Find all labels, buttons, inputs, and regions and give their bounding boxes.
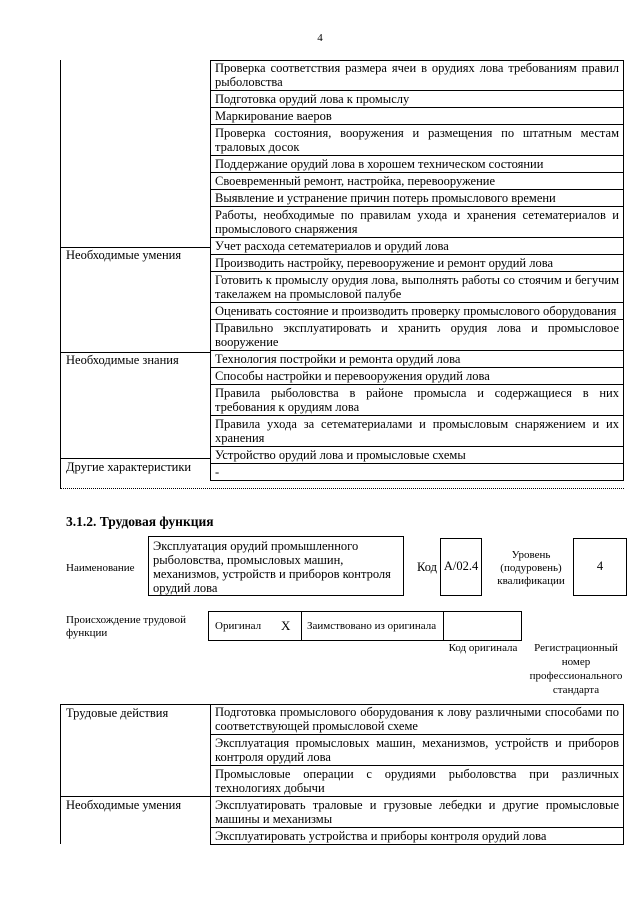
- table-row: Проверка соответствия размера ячеи в орудиях лова требованиям правил рыболовства: [210, 60, 624, 91]
- origin-box: [208, 611, 522, 641]
- knowledge-label: Необходимые знания: [66, 353, 179, 367]
- level-label: Уровень (подуровень) квалификации: [497, 549, 565, 587]
- knowledge-row: Устройство орудий лова и промысловые схемы: [210, 447, 624, 464]
- skills-row: Эксплуатировать устройства и приборы контроля орудий лова: [210, 828, 624, 845]
- level-value: 4: [596, 559, 604, 573]
- table-row: Поддержание орудий лова в хорошем техническом состоянии: [210, 156, 624, 173]
- skills-row: Производить настройку, перевооружение и ремонт орудий лова: [210, 255, 624, 272]
- table-row: Выявление и устранение причин потерь промыслового времени: [210, 190, 624, 207]
- divider: [60, 458, 210, 459]
- divider: [443, 612, 444, 640]
- skills-row: Готовить к промыслу орудия лова, выполнять работы со стоячим и бегучим такелажем на промысловой палубе: [210, 272, 624, 303]
- table-row: Своевременный ремонт, настройка, перевооружение: [210, 173, 624, 190]
- function-name: Эксплуатация орудий промышленного рыболовства, промысловых машин, механизмов, устройств и приборов контроля орудий лова: [153, 539, 391, 595]
- level-box: [573, 538, 627, 596]
- table-row: Работы, необходимые по правилам ухода и хранения сетематериалов и промыслового снаряжения: [210, 207, 624, 238]
- reg-caption: Регистрационный номер профессионального стандарта: [529, 642, 623, 696]
- actions-row: Промысловые операции с орудиями рыболовства при различных технологиях добычи: [210, 766, 624, 797]
- skills-label: Необходимые умения: [66, 248, 182, 262]
- actions-row: Подготовка промыслового оборудования к лову различными способами по соответствующей промысловой схеме: [210, 704, 624, 735]
- original-mark: X: [281, 618, 291, 633]
- origin-label: Происхождение трудовой функции: [66, 614, 187, 639]
- original-label: Оригинал: [215, 620, 262, 632]
- skills-row: Оценивать состояние и производить проверку промыслового оборудования: [210, 303, 624, 320]
- code-caption: Код оригинала: [448, 642, 518, 654]
- actions-row: Эксплуатация промысловых машин, механизмов, устройств и приборов контроля орудий лова: [210, 735, 624, 766]
- page-number: 4: [317, 32, 323, 44]
- skills-row: Правильно эксплуатировать и хранить орудия лова и промысловое вооружение: [210, 320, 624, 351]
- knowledge-row: Правила рыболовства в районе промысла и содержащиеся в них требования к орудиям лова: [210, 385, 624, 416]
- table-bottom-border: [60, 488, 624, 489]
- divider: [301, 612, 302, 640]
- knowledge-row: Технология постройки и ремонта орудий лова: [210, 351, 624, 368]
- table-row: Проверка состояния, вооружения и размещения по штатным местам траловых досок: [210, 125, 624, 156]
- borrowed-label: Заимствовано из оригинала: [307, 620, 437, 632]
- code-value: A/02.4: [443, 559, 479, 573]
- other-row: -: [210, 464, 624, 481]
- knowledge-row: Правила ухода за сетематериалами и промысловым снаряжением и их хранения: [210, 416, 624, 447]
- code-label: Код: [417, 560, 437, 574]
- table-left-border: [60, 704, 61, 844]
- table-row: Маркирование ваеров: [210, 108, 624, 125]
- skills-label: Необходимые умения: [66, 798, 182, 812]
- table-row: Подготовка орудий лова к промыслу: [210, 91, 624, 108]
- top-table-rows: [210, 60, 624, 481]
- skills-row: Эксплуатировать траловые и грузовые лебедки и другие промысловые машины и механизмы: [210, 797, 624, 828]
- name-label: Наименование: [66, 562, 135, 574]
- table-row: Учет расхода сетематериалов и орудий лова: [210, 238, 624, 255]
- bottom-table-rows: [210, 704, 624, 845]
- name-box: [148, 536, 404, 596]
- actions-label: Трудовые действия: [66, 706, 169, 720]
- divider: [60, 796, 210, 797]
- table-left-border: [60, 60, 61, 488]
- section-title: 3.1.2. Трудовая функция: [66, 514, 214, 529]
- other-label: Другие характеристики: [66, 460, 192, 474]
- knowledge-row: Способы настройки и перевооружения орудий лова: [210, 368, 624, 385]
- code-box: [440, 538, 482, 596]
